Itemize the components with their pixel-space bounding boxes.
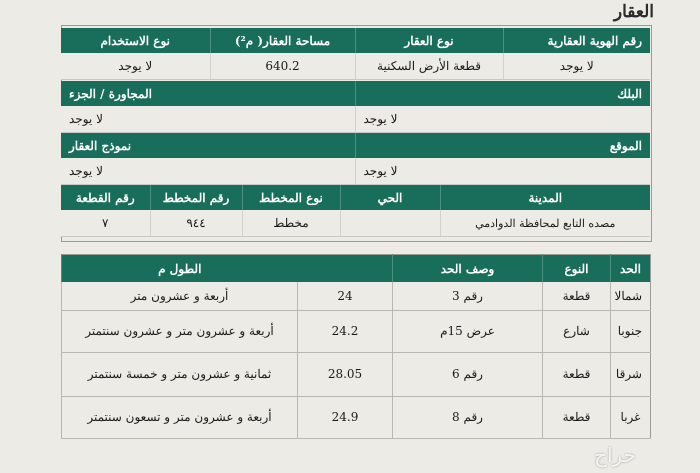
length-number: 24.9 [298, 396, 393, 438]
type-cell: قطعة [543, 396, 611, 438]
header-property-id: رقم الهوية العقارية [503, 28, 650, 53]
boundaries-table [61, 254, 651, 439]
header-property-type: نوع العقار [355, 28, 503, 53]
header-side: الحد [611, 255, 651, 283]
haraj-watermark: حراج [594, 443, 636, 467]
length-number: 24 [298, 282, 393, 310]
value-city: مصده التابع لمحافظة الدوادمي [440, 210, 650, 237]
header-usage-type: نوع الاستخدام [61, 28, 210, 53]
header-block: البلك [355, 81, 650, 106]
property-main-table [61, 28, 650, 80]
location-table [61, 133, 650, 185]
header-plan-number: رقم المخطط [150, 185, 242, 210]
type-cell: قطعة [543, 352, 611, 396]
page-title: العقار [613, 2, 654, 22]
value-property-area: 640.2 [210, 53, 355, 80]
header-property-area: مساحة العقار( م²) [210, 28, 355, 53]
length-text: أربعة و عشرون متر و تسعون سنتمتر [62, 396, 298, 438]
value-plan-number: ٩٤٤ [150, 210, 242, 237]
type-cell: قطعة [543, 282, 611, 310]
header-plot-number: رقم القطعة [61, 185, 150, 210]
desc-cell: رقم 3 [393, 282, 543, 310]
value-property-id: لا يوجد [503, 53, 650, 80]
value-plot-number: ٧ [61, 210, 150, 237]
side-north: شمالا [611, 282, 651, 310]
side-south: جنوبا [611, 310, 651, 352]
header-neighborhood-part: المجاورة / الجزء [61, 81, 355, 106]
table-row [62, 396, 651, 438]
side-east: شرقا [611, 352, 651, 396]
header-district: الحي [340, 185, 440, 210]
table-row [62, 310, 651, 352]
table-row [62, 282, 651, 310]
length-number: 28.05 [298, 352, 393, 396]
header-length-number-cell [298, 255, 393, 283]
type-cell: شارع [543, 310, 611, 352]
value-plan-type: مخطط [242, 210, 340, 237]
length-text: أربعة و عشرون متر [62, 282, 298, 310]
header-city: المدينة [440, 185, 650, 210]
desc-cell: رقم 6 [393, 352, 543, 396]
header-length: الطول م [62, 255, 298, 283]
side-west: غربا [611, 396, 651, 438]
length-number: 24.2 [298, 310, 393, 352]
value-location: لا يوجد [355, 158, 650, 185]
header-description: وصف الحد [393, 255, 543, 283]
table-row [62, 352, 651, 396]
header-property-model: نموذج العقار [61, 133, 355, 158]
block-table [61, 81, 650, 133]
value-property-model: لا يوجد [61, 158, 355, 185]
header-type: النوع [543, 255, 611, 283]
plan-table [61, 185, 650, 237]
header-plan-type: نوع المخطط [242, 185, 340, 210]
value-block: لا يوجد [355, 106, 650, 133]
value-neighborhood-part: لا يوجد [61, 106, 355, 133]
value-district [340, 210, 440, 237]
desc-cell: عرض 15م [393, 310, 543, 352]
value-usage-type: لا يوجد [61, 53, 210, 80]
length-text: أربعة و عشرون متر و عشرون سنتمتر [62, 310, 298, 352]
value-property-type: قطعة الأرض السكنية [355, 53, 503, 80]
header-location: الموقع [355, 133, 650, 158]
length-text: ثمانية و عشرون متر و خمسة سنتمتر [62, 352, 298, 396]
desc-cell: رقم 8 [393, 396, 543, 438]
